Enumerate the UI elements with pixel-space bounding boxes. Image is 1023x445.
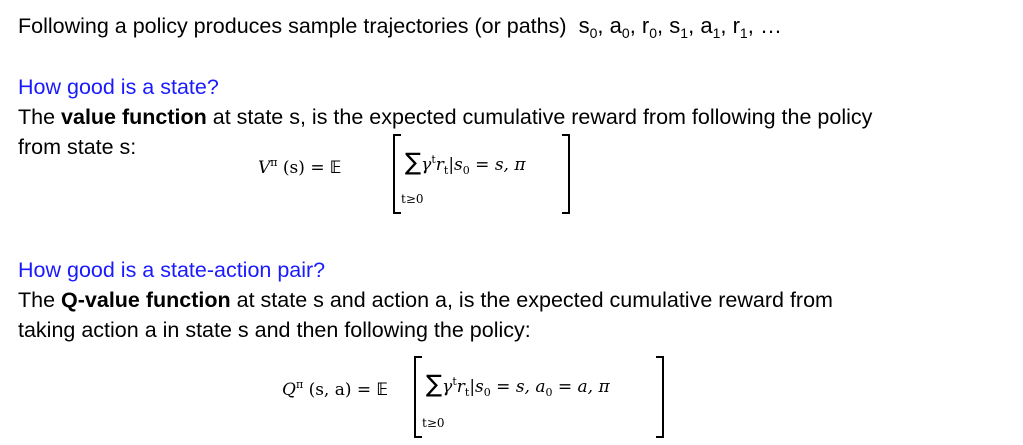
left-bracket: [393, 134, 401, 214]
sum-limit: t≥0: [422, 416, 445, 430]
q-function-equation: $Q^\pi$ (s, a) = 𝔼 $\sum\gamma^tr_t|s_0 = s$, $a_0 = a$, π t≥0: [282, 352, 682, 440]
right-bracket: [656, 356, 664, 438]
sigma-symbol: ∑: [426, 370, 443, 398]
sum-limit: t≥0: [401, 192, 424, 206]
value-function-term: value function: [61, 105, 207, 129]
q-question: How good is a state-action pair?: [18, 258, 326, 282]
sigma-symbol: ∑: [405, 148, 422, 176]
q-description-line2: taking action a in state s and then following the policy:: [18, 318, 531, 342]
value-function-equation: $V^\pi$ (s) = 𝔼 $\sum\gamma^tr_t|s_0 = s$, π t≥0: [258, 130, 578, 216]
trajectory-sequence: $s_0$, $a_0$, $r_0$, $s_1$, $a_1$, $r_1$, …: [578, 13, 782, 41]
value-description-line1: The value function at state s, is the expected cumulative reward from following the policy: [18, 105, 873, 129]
right-bracket: [562, 134, 570, 214]
value-question: How good is a state?: [18, 75, 219, 99]
intro-line: [18, 13, 782, 39]
value-description-line2: from state s:: [18, 135, 137, 159]
intro-text: Following a policy produces sample trajectories (or paths): [18, 14, 567, 38]
q-value-function-term: Q-value function: [61, 288, 231, 312]
left-bracket: [414, 356, 422, 438]
q-description-line1: The Q-value function at state s and action a, is the expected cumulative reward from: [18, 288, 833, 312]
